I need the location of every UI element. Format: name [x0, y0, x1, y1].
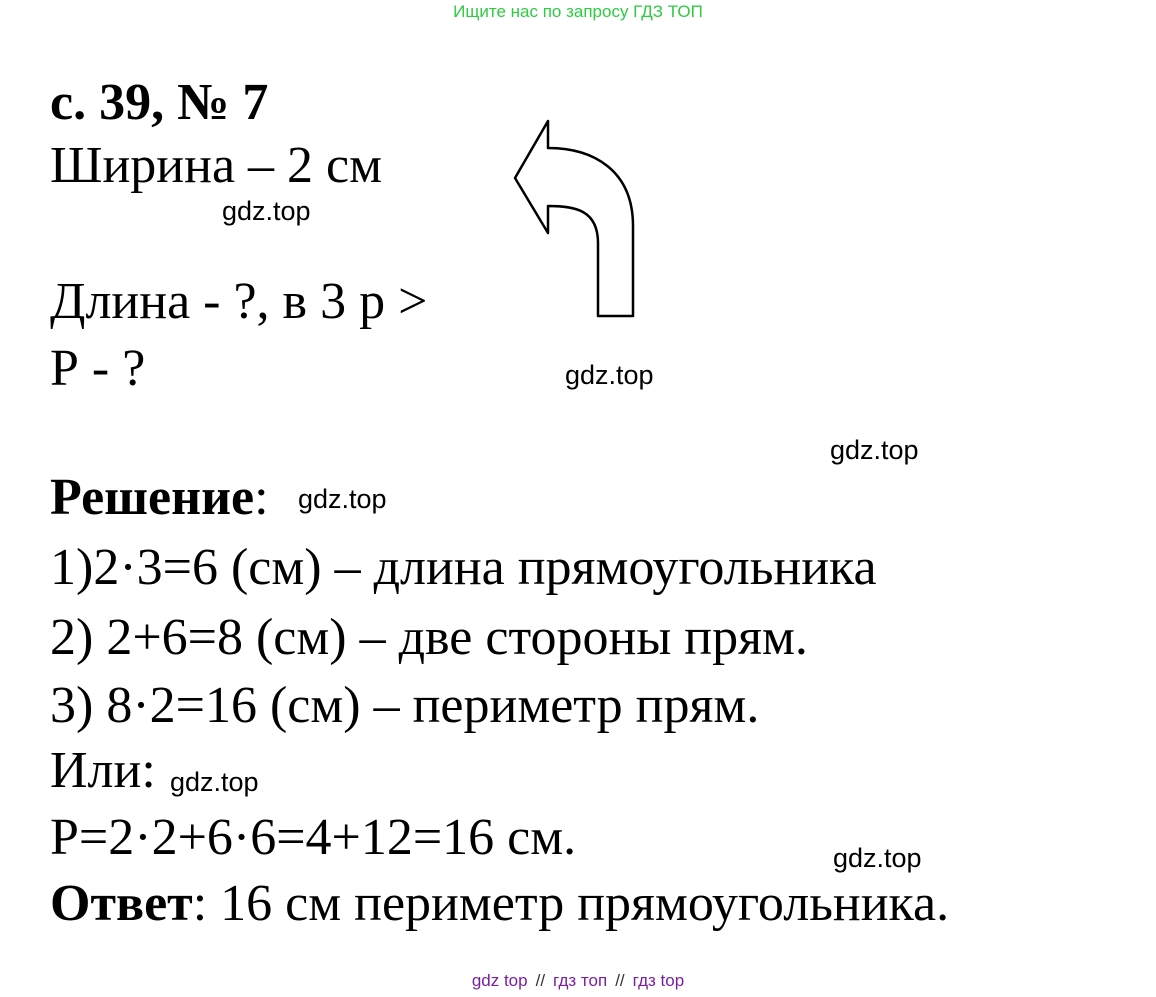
answer-text: : 16 см периметр прямоугольника. — [192, 875, 950, 932]
watermark: gdz.top — [830, 435, 919, 465]
footer-separator: // — [535, 971, 546, 990]
solution-step-3: 3) 8·2=16 (см) – периметр прям. — [50, 677, 760, 734]
given-perimeter: Р - ? — [50, 340, 146, 397]
solution-colon: : — [254, 469, 269, 526]
top-banner: Ищите нас по запросу ГДЗ ТОП — [453, 2, 703, 21]
footer-links — [0, 971, 1156, 991]
given-length: Длина - ?, в 3 р > — [50, 273, 428, 330]
footer-link-2[interactable]: гдз топ — [553, 971, 608, 990]
solution-heading: Решение — [50, 469, 255, 526]
watermark: gdz.top — [222, 196, 311, 226]
answer-line — [50, 875, 950, 932]
watermark: gdz.top — [833, 843, 922, 873]
alt-label: Или: — [50, 742, 156, 799]
answer-label: Ответ — [50, 875, 193, 932]
curved-arrow-left-icon — [505, 118, 645, 323]
task-header: с. 39, № 7 — [50, 74, 269, 131]
alt-formula: Р=2·2+6·6=4+12=16 см. — [50, 809, 577, 866]
watermark: gdz.top — [565, 360, 654, 390]
solution-step-2: 2) 2+6=8 (см) – две стороны прям. — [50, 609, 808, 666]
solution-step-1: 1)2·3=6 (см) – длина прямоугольника — [50, 539, 877, 596]
watermark: gdz.top — [170, 767, 259, 797]
footer-link-1[interactable]: gdz top — [471, 971, 528, 990]
footer-separator: // — [615, 971, 625, 990]
footer-link-3[interactable]: гдз top — [632, 971, 685, 990]
watermark: gdz.top — [298, 484, 387, 514]
solution-heading-line — [50, 469, 269, 526]
given-width: Ширина – 2 см — [50, 137, 383, 194]
